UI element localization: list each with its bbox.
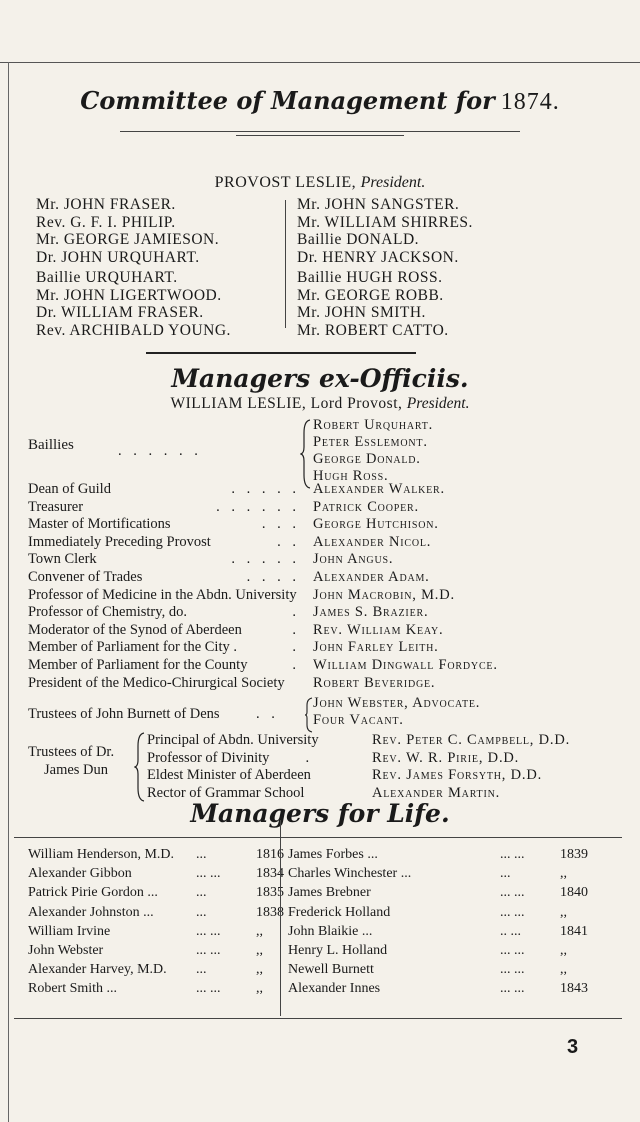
life-manager-year: 1816	[256, 847, 284, 862]
office-title: Moderator of the Synod of Aberdeen	[28, 621, 242, 638]
life-manager-year: ,,	[256, 923, 263, 939]
life-manager-year: 1834	[256, 866, 284, 882]
life-manager-year: 1843	[560, 981, 588, 997]
committee-member: Baillie HUGH ROSS.	[297, 269, 443, 286]
office-holder: John Macrobin, M.D.	[313, 586, 455, 603]
office-holder: Patrick Cooper.	[313, 498, 419, 515]
office-title: Member of Parliament for the City .	[28, 639, 237, 656]
baillie-name: George Donald.	[313, 451, 421, 467]
committee-member: Rev. G. F. I. PHILIP.	[36, 213, 176, 231]
committee-member: Dr. WILLIAM FRASER.	[36, 304, 204, 322]
life-manager-year: 1838	[256, 904, 284, 920]
life-manager-name: Newell Burnett	[288, 962, 374, 978]
life-manager-name: John Webster	[28, 943, 104, 958]
committee-member: Mr. GEORGE JAMIESON.	[36, 231, 220, 249]
committee-right-group-2	[297, 269, 449, 339]
office-title: Master of Mortifications	[28, 516, 171, 533]
life-manager-year: 1841	[560, 923, 588, 939]
office-dots: . . . .	[246, 569, 300, 585]
life-manager-year: ,,	[256, 943, 263, 958]
office-title: Professor of Medicine in the Abdn. University	[28, 586, 297, 603]
baillies-label: Baillies	[28, 437, 74, 453]
office-dots: . . . . . .	[216, 498, 300, 515]
life-manager-dots: ... ...	[196, 943, 221, 958]
life-manager-year: ,,	[560, 904, 567, 920]
lord-provost-name: WILLIAM LESLIE, Lord Provost,	[170, 395, 403, 412]
office-title: Professor of Chemistry, do.	[28, 604, 187, 621]
life-manager-name: Alexander Gibbon	[28, 866, 132, 882]
life-manager-name: William Irvine	[28, 923, 111, 939]
life-manager-name: Alexander Harvey, M.D.	[28, 962, 167, 978]
dun-office: Principal of Abdn. University	[147, 732, 319, 748]
title-year: 1874.	[500, 89, 560, 115]
life-manager-dots: ... ...	[500, 943, 525, 958]
life-manager-name: Alexander Johnston ...	[28, 904, 154, 920]
committee-left-group-2	[36, 269, 231, 339]
section-divider	[146, 352, 416, 354]
president-line	[0, 174, 640, 192]
baillie-name: Hugh Ross.	[313, 468, 389, 484]
office-dots: . . .	[261, 516, 300, 533]
baillie-name: Robert Urquhart.	[313, 417, 434, 433]
committee-member: Mr. JOHN FRASER.	[36, 196, 176, 213]
life-manager-name: Frederick Holland	[288, 904, 391, 920]
for-life-heading: Managers for Life.	[190, 799, 450, 828]
life-manager-name: Charles Winchester ...	[288, 866, 412, 882]
committee-member: Mr. GEORGE ROBB.	[297, 286, 444, 304]
office-title: Member of Parliament for the County	[28, 657, 248, 673]
life-manager-dots: ...	[196, 962, 207, 978]
office-title: Town Clerk	[28, 551, 97, 568]
life-manager-dots: .. ...	[500, 923, 521, 939]
dun-office: Eldest Minister of Aberdeen	[147, 767, 311, 783]
office-dots: . . . . .	[231, 481, 300, 497]
committee-member: Baillie URQUHART.	[36, 269, 178, 286]
dun-holders	[372, 732, 570, 802]
title-rule	[120, 131, 520, 132]
dun-holder: Rev. W. R. Pirie, D.D.	[372, 749, 520, 766]
dun-holder: Alexander Martin.	[372, 784, 501, 801]
office-title: Convener of Trades	[28, 569, 143, 585]
for-life-column-divider	[280, 820, 281, 1016]
life-manager-dots: ... ...	[500, 981, 525, 997]
committee-member: Baillie DONALD.	[297, 231, 420, 249]
office-holder: William Dingwall Fordyce.	[313, 657, 498, 673]
life-manager-dots: ... ...	[500, 962, 525, 978]
life-manager-year: ,,	[256, 981, 263, 997]
lord-provost-line	[0, 395, 640, 413]
life-manager-year: 1835	[256, 885, 284, 901]
life-manager-name: William Henderson, M.D.	[28, 847, 175, 862]
life-manager-dots: ...	[196, 885, 207, 901]
lord-provost-role: President.	[406, 395, 470, 412]
office-title: Dean of Guild	[28, 481, 111, 497]
life-manager-name: James Forbes ...	[288, 847, 378, 862]
baillie-name: Peter Esslemont.	[313, 434, 428, 450]
life-manager-dots: ... ...	[196, 981, 221, 997]
life-manager-dots: ...	[500, 866, 511, 882]
dun-holder: Rev. James Forsyth, D.D.	[372, 767, 543, 783]
baillies-brace	[300, 419, 312, 489]
dun-holder: Rev. Peter C. Campbell, D.D.	[372, 732, 571, 748]
president-name: PROVOST LESLIE,	[214, 174, 357, 191]
life-manager-dots: ... ...	[500, 885, 525, 901]
title-rule-ornament	[236, 135, 404, 136]
office-dots: . .	[277, 533, 300, 550]
life-manager-year: ,,	[560, 943, 567, 958]
committee-left-group-1	[36, 196, 219, 266]
office-dots: .	[292, 604, 300, 621]
committee-member: Dr. HENRY JACKSON.	[297, 248, 459, 266]
life-manager-year: ,,	[256, 962, 263, 978]
life-manager-name: John Blaikie ...	[288, 923, 373, 939]
page-title	[0, 86, 640, 116]
for-life-top-rule	[14, 837, 622, 838]
office-holder: George Hutchison.	[313, 516, 439, 533]
burnett-holder: John Webster, Advocate.	[313, 695, 481, 711]
burnett-dots: . .	[256, 706, 279, 722]
dun-office: Professor of Divinity .	[147, 749, 310, 766]
committee-member: Dr. JOHN URQUHART.	[36, 248, 200, 266]
office-dots: .	[292, 639, 300, 656]
dun-label-2: James Dun	[44, 762, 109, 778]
baillies-names	[313, 417, 433, 485]
ex-officiis-heading: Managers ex-Officiis.	[171, 364, 469, 393]
committee-member: Rev. ARCHIBALD YOUNG.	[36, 321, 231, 339]
office-holder: Alexander Adam.	[313, 569, 430, 585]
office-title: Immediately Preceding Provost	[28, 533, 211, 550]
office-dots: .	[292, 657, 300, 673]
president-role: President.	[360, 174, 426, 191]
burnett-holder: Four Vacant.	[313, 712, 404, 728]
office-title: Treasurer	[28, 498, 84, 515]
committee-member: Mr. JOHN SMITH.	[297, 304, 426, 322]
burnett-label: Trustees of John Burnett of Dens	[28, 706, 220, 722]
burnett-holders	[313, 695, 480, 729]
dun-brace	[134, 732, 146, 802]
office-holder: Alexander Nicol.	[313, 533, 432, 550]
life-manager-dots: ...	[196, 904, 207, 920]
office-holder: Rev. William Keay.	[313, 621, 444, 638]
life-manager-name: Robert Smith ...	[28, 981, 118, 997]
life-manager-dots: ... ...	[500, 847, 525, 862]
baillies-dots: . . . . . .	[118, 443, 202, 459]
page-frame-left-rule	[8, 62, 9, 1122]
office-holder: James S. Brazier.	[313, 604, 429, 621]
life-manager-name: Alexander Innes	[288, 981, 381, 997]
life-manager-year: ,,	[560, 866, 567, 882]
dun-office: Rector of Grammar School	[147, 784, 305, 801]
page-frame-top-rule	[0, 62, 640, 63]
life-manager-dots: ... ...	[500, 904, 525, 920]
title-text: Committee of Management for	[80, 86, 495, 115]
life-manager-year: 1839	[560, 847, 588, 862]
committee-right-group-1	[297, 196, 473, 266]
committee-member: Mr. WILLIAM SHIRRES.	[297, 213, 473, 231]
committee-member: Mr. ROBERT CATTO.	[297, 321, 449, 339]
committee-column-divider	[285, 200, 286, 328]
life-manager-name: Patrick Pirie Gordon ...	[28, 885, 158, 901]
dun-offices	[147, 732, 319, 802]
life-manager-year: 1840	[560, 885, 588, 901]
life-manager-name: James Brebner	[288, 885, 371, 901]
burnett-brace	[304, 697, 313, 733]
life-manager-name: Henry L. Holland	[288, 943, 388, 958]
life-manager-dots: ... ...	[196, 923, 221, 939]
office-holder: Robert Beveridge.	[313, 674, 436, 691]
life-manager-dots: ...	[196, 847, 207, 862]
committee-member: Mr. JOHN LIGERTWOOD.	[36, 286, 222, 304]
office-holder: John Farley Leith.	[313, 639, 439, 656]
office-holder: Alexander Walker.	[313, 481, 445, 497]
page-number: 3	[567, 1036, 579, 1058]
for-life-bottom-rule	[14, 1018, 622, 1019]
dun-label-1: Trustees of Dr.	[28, 744, 115, 760]
office-holder: John Angus.	[313, 551, 394, 568]
committee-member: Mr. JOHN SANGSTER.	[297, 196, 460, 213]
life-manager-year: ,,	[560, 962, 567, 978]
office-title: President of the Medico-Chirurgical Society	[28, 674, 285, 691]
office-dots: . . . . .	[231, 551, 300, 568]
life-manager-dots: ... ...	[196, 866, 221, 882]
office-dots: .	[292, 621, 300, 638]
